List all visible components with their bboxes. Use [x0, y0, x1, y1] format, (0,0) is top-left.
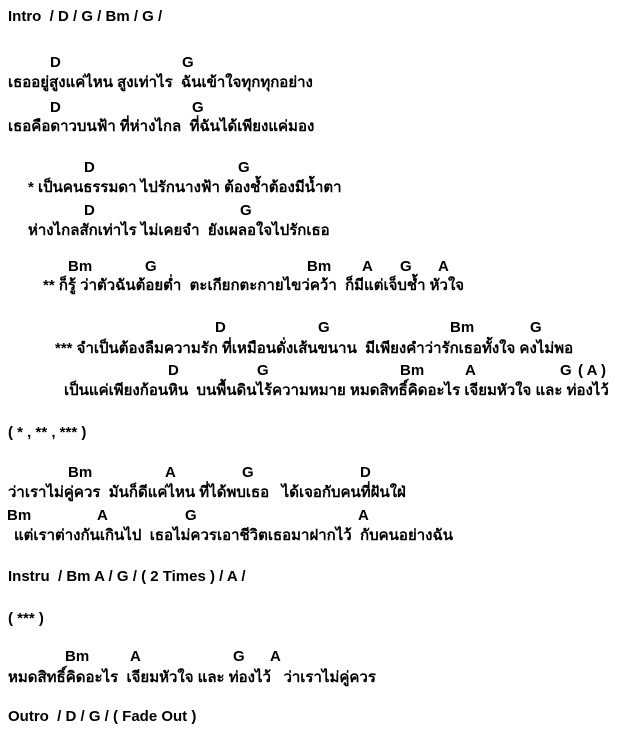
section-label — [0, 708, 620, 726]
chord-line — [0, 319, 620, 337]
lyric-text: ว่าเราไม่คู่ควร มันก็ดีแค่ไหน ที่ได้พบเธอ ได้เจอกับคนที่ฝันใฝ่ — [8, 484, 406, 501]
chord-symbol: Bm — [7, 507, 32, 524]
chord-symbol: A — [130, 648, 141, 665]
chord-line — [0, 464, 620, 482]
chord-symbol: G — [233, 648, 245, 665]
lyric-text: เธอคือดาวบนฟ้า ที่ห่างไกล ที่ฉันได้เพียงแค่มอง — [8, 118, 315, 135]
chord-symbol: Bm — [65, 648, 90, 665]
lyric-text: ** ก็รู้ ว่าตัวฉันต้อยต่ำ ตะเกียกตะกายไขว่คว้า ก็มีแต่เจ็บช้ำ หัวใจ — [43, 277, 465, 294]
lyric-line — [0, 484, 620, 502]
chord-symbol: G — [185, 507, 197, 524]
lyric-line — [0, 179, 620, 197]
lyric-text: เป็นแค่เพียงก้อนหิน บนพื้นดินไร้ความหมาย หมดสิทธิ์คิดอะไร เจียมหัวใจ และ ท่องไว้ — [64, 382, 609, 399]
lyric-text: * เป็นคนธรรมดา ไปรักนางฟ้า ต้องช้ำต้องมีน้ำตา — [28, 179, 342, 196]
chord-symbol: Bm — [68, 258, 93, 275]
chord-symbol: A — [165, 464, 176, 481]
chord-symbol: A — [358, 507, 369, 524]
chord-symbol: D — [50, 54, 61, 71]
chord-symbol: G — [257, 362, 269, 379]
chord-symbol: D — [50, 99, 61, 116]
chord-symbol: D — [215, 319, 226, 336]
chord-symbol: G — [240, 202, 252, 219]
chord-line — [0, 99, 620, 117]
section-label-text: ( *** ) — [8, 610, 44, 627]
section-label — [0, 568, 620, 586]
lyric-line — [0, 527, 620, 545]
chord-symbol: A — [465, 362, 476, 379]
chord-symbol: Bm — [307, 258, 332, 275]
chord-symbol: D — [168, 362, 179, 379]
chord-line — [0, 202, 620, 220]
chord-symbol: Bm — [400, 362, 425, 379]
chord-symbol: G — [400, 258, 412, 275]
lyric-text: แต่เราต่างกันเกินไป เธอไม่ควรเอาชีวิตเธอมาฝากไว้ กับคนอย่างฉัน — [14, 527, 453, 544]
chord-symbol: G — [560, 362, 572, 379]
lyric-line — [0, 277, 620, 295]
lyric-line — [0, 382, 620, 400]
chord-symbol: G — [192, 99, 204, 116]
chord-symbol: G — [182, 54, 194, 71]
lyric-line — [0, 222, 620, 240]
chord-symbol: D — [84, 159, 95, 176]
section-label — [0, 8, 620, 26]
section-label-text: Instru / Bm A / G / ( 2 Times ) / A / — [8, 568, 246, 585]
lyric-text: *** จำเป็นต้องลืมความรัก ที่เหมือนดั่งเส้นขนาน มีเพียงคำว่ารักเธอทั้งใจ คงไม่พอ — [55, 340, 574, 357]
lyric-line — [0, 118, 620, 136]
chord-symbol: A — [438, 258, 449, 275]
chord-symbol: D — [360, 464, 371, 481]
lyric-line — [0, 669, 620, 687]
chord-line — [0, 648, 620, 666]
lyric-line — [0, 74, 620, 92]
chord-symbol: G — [238, 159, 250, 176]
chord-symbol: Bm — [450, 319, 475, 336]
lyric-text: ห่างไกลสักเท่าไร ไม่เคยจำ ยังเผลอใจไปรักเธอ — [28, 222, 330, 239]
chord-line — [0, 258, 620, 276]
section-label — [0, 610, 620, 628]
chord-line — [0, 159, 620, 177]
chord-symbol: A — [97, 507, 108, 524]
lyric-text: เธออยู่สูงแค่ไหน สูงเท่าไร ฉันเข้าใจทุกทุกอย่าง — [8, 74, 313, 91]
chord-symbol: D — [84, 202, 95, 219]
chord-symbol: G — [530, 319, 542, 336]
chord-symbol: A — [362, 258, 373, 275]
chord-symbol: Bm — [68, 464, 93, 481]
section-label-text: ( * , ** , *** ) — [8, 424, 87, 441]
chord-symbol: G — [145, 258, 157, 275]
chord-symbol: ( A ) — [578, 362, 607, 379]
chord-line — [0, 507, 620, 525]
section-label — [0, 424, 620, 442]
chord-line — [0, 362, 620, 380]
lyric-text: หมดสิทธิ์คิดอะไร เจียมหัวใจ และ ท่องไว้ ว่าเราไม่คู่ควร — [8, 669, 376, 686]
section-label-text: Outro / D / G / ( Fade Out ) — [8, 708, 197, 725]
chord-symbol: A — [270, 648, 281, 665]
chord-symbol: G — [318, 319, 330, 336]
lyric-line — [0, 340, 620, 358]
chord-symbol: G — [242, 464, 254, 481]
chord-line — [0, 54, 620, 72]
section-label-text: Intro / D / G / Bm / G / — [8, 8, 163, 25]
